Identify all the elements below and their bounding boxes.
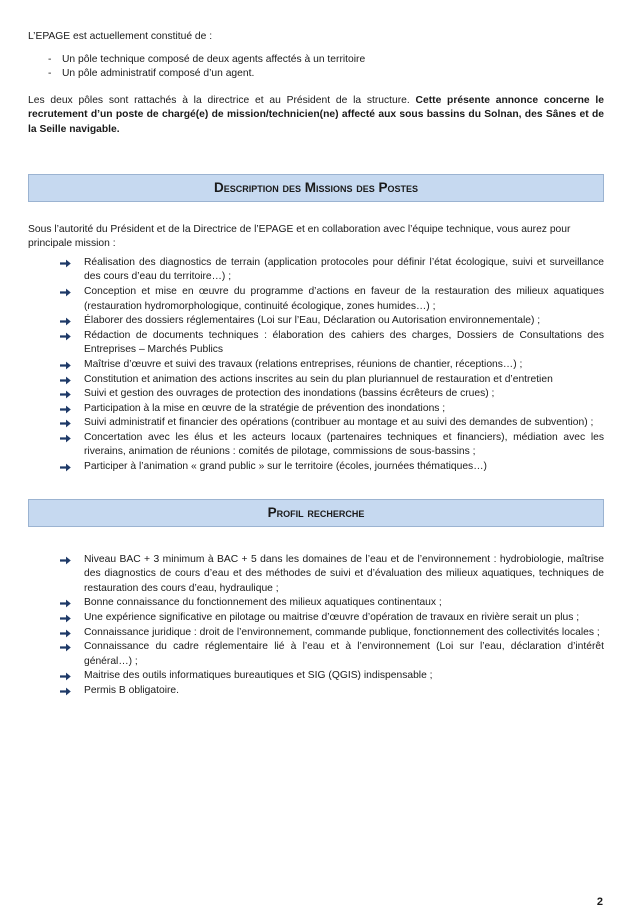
rattachement-paragraph: [28, 94, 604, 138]
list-item-text: Maîtrise d’œuvre et suivi des travaux (relations entreprises, réunions de chantier, réceptions…) ;: [84, 358, 523, 370]
arrow-right-icon: [60, 317, 71, 326]
list-item-text: Participer à l’animation « grand public » sur le territoire (écoles, journées thématiques…): [84, 461, 487, 473]
list-item: [60, 358, 604, 373]
list-item-text: Conception et mise en œuvre du programme d’actions en faveur de la restauration des milieux aquatiques (restauration hydromorphologique, continuité écologique, zones humides…) ;: [84, 285, 604, 312]
rattachement-text: Les deux pôles sont rattachés à la directrice et au Président de la structure.: [28, 94, 410, 106]
missions-lead: Sous l’autorité du Président et de la Directrice de l’EPAGE et en collaboration avec l’équipe technique, vous aurez pour principale mission :: [28, 223, 571, 250]
list-item: [60, 611, 604, 626]
list-item-text: Participation à la mise en œuvre de la stratégie de prévention des inondations ;: [84, 402, 446, 414]
profil-section-title: Profil recherche: [28, 499, 604, 527]
arrow-right-icon: [60, 259, 71, 268]
pole-item: - Un pôle administratif composé d’un agent.: [48, 67, 604, 82]
list-item: [60, 373, 604, 388]
list-item-text: Connaissance du cadre réglementaire lié à l’eau et à l’environnement (Loi sur l’eau, déclaration d’intérêt général…) ;: [84, 641, 604, 667]
arrow-right-icon: [60, 332, 71, 341]
list-item: [60, 416, 604, 431]
list-item-text: Constitution et animation des actions inscrites au sein du plan pluriannuel de restauration et d’entretien: [84, 373, 553, 385]
page-number: 2: [596, 896, 603, 908]
arrow-right-icon: [60, 419, 71, 428]
intro-sentence: L’EPAGE est actuellement constitué de :: [28, 31, 213, 42]
list-item: [60, 256, 604, 285]
arrow-right-icon: [60, 405, 71, 414]
list-item: [60, 402, 604, 417]
document-page: [28, 30, 604, 699]
arrow-right-icon: [60, 643, 71, 652]
list-item-text: Concertation avec les élus et les acteurs locaux (partenaires techniques et financiers), médiation avec les riverains, animation de réunions : comités de pilotage, commissions de sous-bassins ;: [84, 431, 604, 458]
arrow-right-icon: [60, 687, 71, 696]
list-item-text: Maitrise des outils informatiques bureautiques et SIG (QGIS) indispensable ;: [84, 670, 433, 682]
arrow-right-icon: [60, 361, 71, 370]
arrow-right-icon: [60, 614, 71, 623]
list-item: [60, 460, 604, 475]
list-item: [60, 640, 604, 669]
list-item: [60, 329, 604, 358]
annonce-text: Cette présente annonce concerne le recrutement d’un poste de chargé(e) de mission/technicien(ne) affecté aux sous bassins du Solnan, des Sânes et de la Seille navigable.: [28, 94, 604, 135]
list-item-text: Rédaction de documents techniques : élaboration des cahiers des charges, Dossiers de Consultations des Entreprises – Marchés Publics: [84, 329, 604, 356]
list-item-text: Connaissance juridique : droit de l’environnement, commande publique, fonctionnement des collectivités locales ;: [84, 626, 600, 638]
dash-bullet: -: [48, 68, 52, 80]
missions-list: [28, 256, 604, 475]
list-item: [60, 387, 604, 402]
arrow-right-icon: [60, 376, 71, 385]
list-item-text: Permis B obligatoire.: [84, 685, 179, 696]
arrow-right-icon: [60, 672, 71, 681]
arrow-right-icon: [60, 599, 71, 608]
list-item-text: Suivi administratif et financier des opérations (contribuer au montage et au suivi des demandes de subvention) ;: [84, 417, 594, 429]
arrow-right-icon: [60, 629, 71, 638]
list-item: [60, 431, 604, 460]
list-item: [60, 285, 604, 314]
list-item-text: Niveau BAC + 3 minimum à BAC + 5 dans les domaines de l’eau et de l’environnement : hydrobiologie, maîtrise des diagnostics de cours d’eau et des méthodes de suivi et d’évaluation des milieux aquatiques, techniques de restauration des cours d’eau, hydraulique ;: [84, 553, 604, 594]
arrow-right-icon: [60, 463, 71, 472]
list-item-text: Suivi et gestion des ouvrages de protection des inondations (bassins écrêteurs de crues) ;: [84, 388, 495, 400]
list-item: [60, 669, 604, 684]
dash-bullet: -: [48, 53, 52, 65]
poles-list: [28, 53, 604, 82]
list-item-text: Une expérience significative en pilotage ou maitrise d’œuvre d’opération de travaux en rivière serait un plus ;: [84, 612, 580, 624]
list-item-text: Réalisation des diagnostics de terrain (application protocoles pour définir l’état écologique, suivi et surveillance des cours d’eau du territoire…) ;: [84, 256, 604, 283]
list-item: [60, 626, 604, 641]
arrow-right-icon: [60, 556, 71, 565]
list-item: [60, 553, 604, 597]
pole-item: - Un pôle technique composé de deux agents affectés à un territoire: [48, 53, 604, 68]
missions-section-title: Description des Missions des Postes: [28, 174, 604, 202]
list-item: [60, 314, 604, 329]
list-item: [60, 684, 604, 699]
arrow-right-icon: [60, 288, 71, 297]
profil-list: [28, 553, 604, 699]
list-item-text: Bonne connaissance du fonctionnement des milieux aquatiques continentaux ;: [84, 597, 442, 609]
list-item: [60, 596, 604, 611]
arrow-right-icon: [60, 434, 71, 443]
arrow-right-icon: [60, 390, 71, 399]
list-item-text: Élaborer des dossiers réglementaires (Loi sur l’Eau, Déclaration ou Autorisation environnementale) ;: [84, 315, 541, 327]
